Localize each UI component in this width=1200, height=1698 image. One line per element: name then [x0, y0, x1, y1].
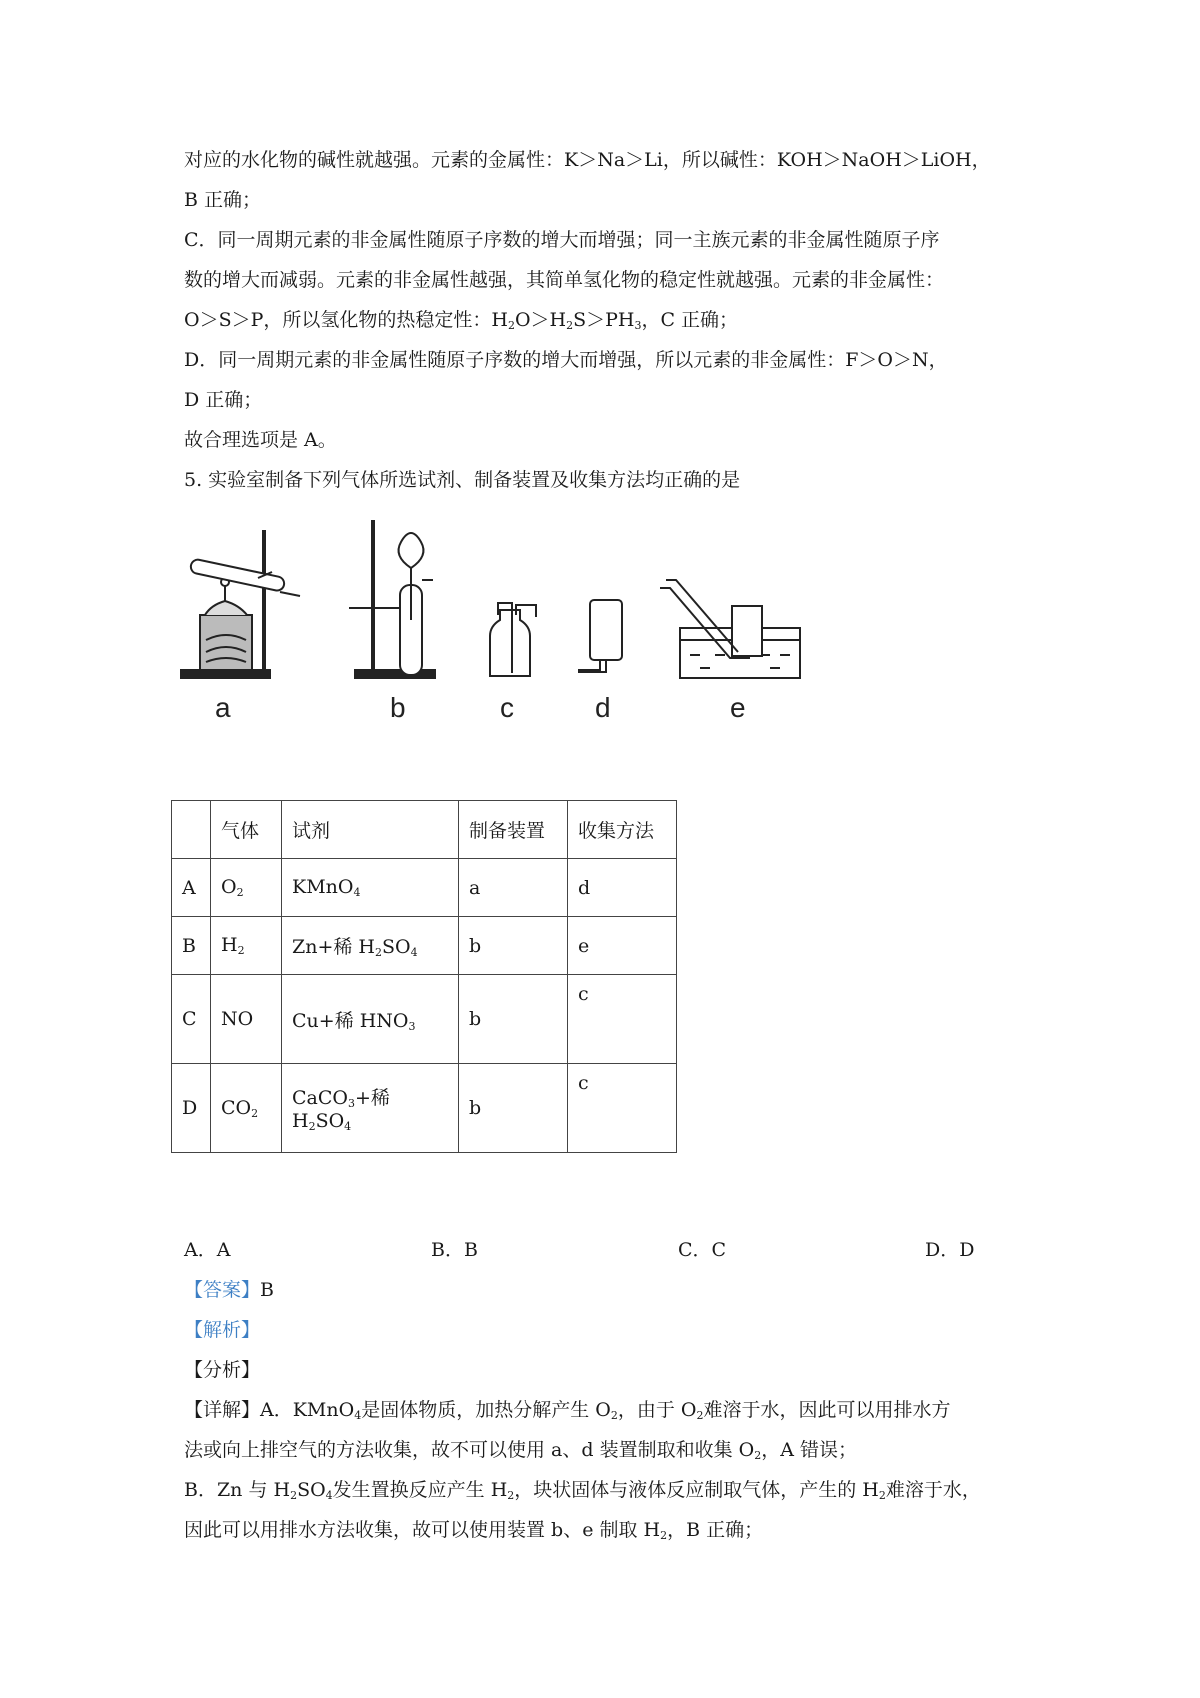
choice-a: A．A [184, 1239, 231, 1261]
label-b: b [390, 692, 406, 723]
label-d: d [595, 692, 611, 723]
row-gas: $H_2$ [211, 917, 282, 975]
row-device: b [459, 1064, 568, 1153]
answer-value: B [260, 1279, 274, 1301]
text-line: O＞S＞P，所以氢化物的热稳定性：$H_2O>H_2S>PH_3$，C 正确； [184, 309, 739, 332]
fenxi-line: 【分析】 [184, 1359, 261, 1381]
text-line: 故合理选项是 A。 [184, 429, 337, 451]
row-reagent: Zn+稀 $H_2SO_4$ [282, 917, 459, 975]
row-device: b [459, 917, 568, 975]
row-collection: d [568, 859, 677, 917]
row-collection: c [568, 1064, 677, 1153]
row-collection: c [568, 975, 677, 1064]
apparatus-figure [180, 520, 880, 740]
row-device: a [459, 859, 568, 917]
header-cell: 试剂 [282, 801, 459, 859]
header-cell: 气体 [211, 801, 282, 859]
row-option: B [172, 917, 211, 975]
text-line: B 正确； [184, 189, 262, 211]
table-row [172, 917, 677, 975]
choice-d: D．D [925, 1239, 975, 1261]
row-option: D [172, 1064, 211, 1153]
row-reagent: CaCO$_3$+稀 $H_2SO_4$ [282, 1064, 459, 1153]
options-table [171, 800, 677, 1153]
table-row [172, 859, 677, 917]
table-row [172, 975, 677, 1064]
detail-line-1: 【详解】A．KMnO$_4$是固体物质，加热分解产生 $O_2$，由于 $O_2$难溶于水，因此可以用排水方 [184, 1399, 951, 1422]
apparatus-labels [215, 692, 746, 723]
text-line: C．同一周期元素的非金属性随原子序数的增大而增强；同一主族元素的非金属性随原子序 [184, 229, 940, 251]
detail-line-3: B．Zn 与 $H_2SO_4$发生置换反应产生 $H_2$，块状固体与液体反应制取气体，产生的 $H_2$难溶于水， [184, 1479, 981, 1502]
apparatus-e [660, 580, 800, 678]
choice-b: B．B [431, 1239, 478, 1261]
analysis-line: 【解析】 [184, 1319, 261, 1341]
header-cell [172, 801, 211, 859]
row-gas: NO [211, 975, 282, 1064]
row-collection: e [568, 917, 677, 975]
apparatus-c [490, 603, 536, 676]
apparatus-a [180, 530, 300, 678]
answer-label: 【答案】 [184, 1279, 261, 1301]
label-a: a [215, 692, 231, 723]
choice-c: C．C [678, 1239, 727, 1261]
label-c: c [500, 692, 514, 723]
header-cell: 收集方法 [568, 801, 677, 859]
row-gas: $O_2$ [211, 859, 282, 917]
text-line: D 正确； [184, 389, 263, 411]
answer-line [184, 1270, 1034, 1310]
row-reagent: Cu+稀 $HNO_3$ [282, 975, 459, 1064]
row-device: b [459, 975, 568, 1064]
row-option: A [172, 859, 211, 917]
header-cell: 制备装置 [459, 801, 568, 859]
row-reagent: KMnO$_4$ [282, 859, 459, 917]
detail-line-4: 因此可以用排水方法收集，故可以使用装置 b、e 制取 $H_2$，B 正确； [184, 1519, 764, 1542]
table-row [172, 1064, 677, 1153]
question-5: 5. 实验室制备下列气体所选试剂、制备装置及收集方法均正确的是 [184, 469, 741, 491]
table-header-row [172, 801, 677, 859]
text-line: 数的增大而减弱。元素的非金属性越强，其简单氢化物的稳定性就越强。元素的非金属性： [184, 269, 945, 291]
detail-line-2: 法或向上排空气的方法收集，故不可以使用 a、d 装置制取和收集 $O_2$，A 错误； [184, 1439, 857, 1462]
text-line: 对应的水化物的碱性就越强。元素的金属性：K＞Na＞Li，所以碱性：KOH＞NaOH＞LiOH， [184, 149, 991, 171]
label-e: e [730, 692, 746, 723]
apparatus-b [349, 520, 435, 678]
apparatus-d [578, 600, 622, 672]
text-line: D．同一周期元素的非金属性随原子序数的增大而增强，所以元素的非金属性：F＞O＞N， [184, 349, 948, 371]
row-option: C [172, 975, 211, 1064]
answer-choices [184, 1230, 1004, 1270]
row-gas: $CO_2$ [211, 1064, 282, 1153]
